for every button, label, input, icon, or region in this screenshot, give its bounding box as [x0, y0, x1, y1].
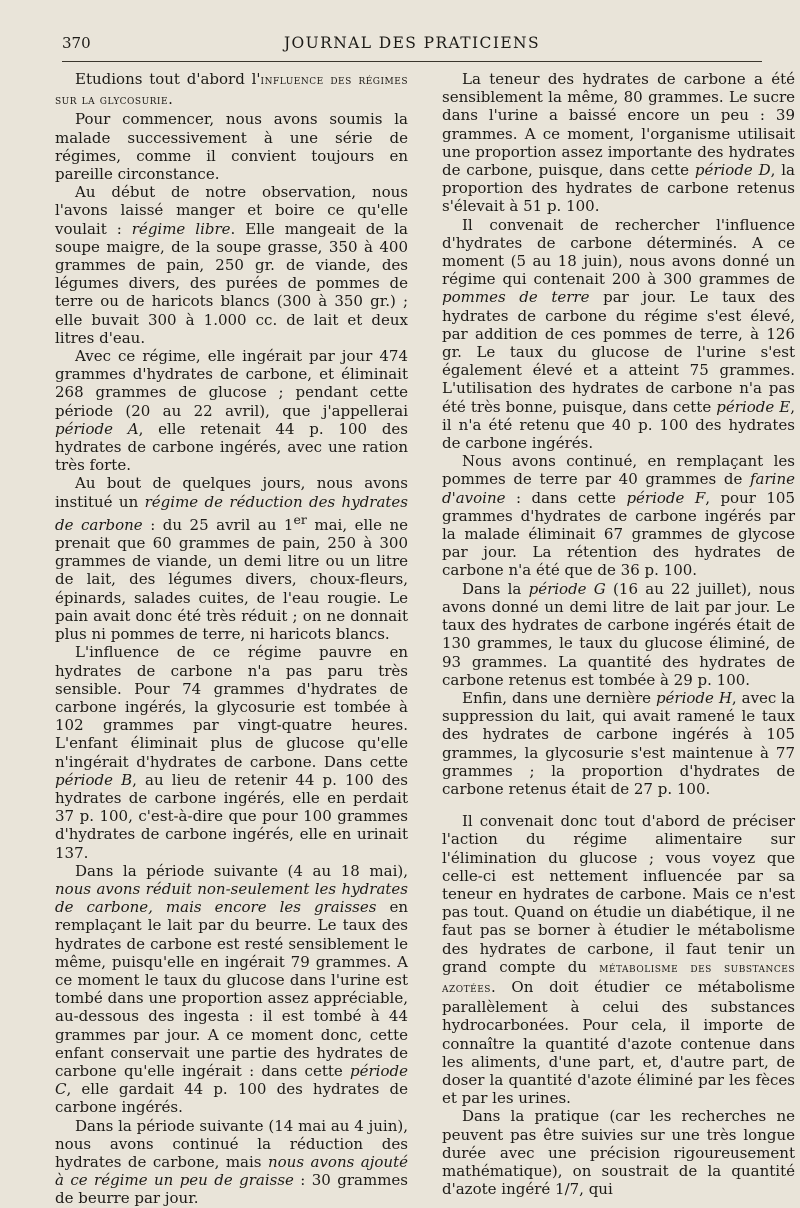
paragraph: [442, 580, 795, 689]
text-run: , il n'a été retenu que 40 p. 100 des hydrates de carbone ingérés.: [442, 397, 795, 453]
paragraph: [442, 216, 795, 453]
text-run: Enfin, dans une dernière: [462, 688, 656, 707]
italic-text: période E: [716, 397, 791, 416]
text-run: Dans la période suivante (14 mai au 4 juin), nous avons continué la réduction des hydrates de carbone, mais: [55, 1116, 408, 1171]
text-run: : dans cette: [505, 488, 627, 507]
italic-text: pommes de terre: [442, 288, 590, 307]
paragraph: [55, 70, 408, 110]
text-run: L'influence de ce régime pauvre en hydrates de carbone n'a pas paru très sensible. Pour 74 grammes d'hydrates de carbone ingérés, la glycosurie est tombée à 102 grammes par vingt-quatre heures. L'enfant éliminait plus de glucose qu'elle n'ingérait d'hydrates de carbone. Dans cette: [55, 643, 408, 771]
paragraph: [442, 689, 795, 798]
text-run: Il convenait de rechercher l'influence d'hydrates de carbone déterminés. A ce moment (5 au 18 juin), nous avons donné un régime qui contenait 200 à 300 grammes de: [442, 215, 795, 289]
small-caps-text: influence des régimes sur la glycosurie: [55, 73, 408, 109]
paragraph: [442, 1107, 795, 1198]
text-run: , la proportion des hydrates de carbone retenus s'élevait à 51 p. 100.: [442, 161, 795, 216]
italic-text: période F: [626, 488, 706, 507]
text-run: Nous avons continué, en remplaçant les pommes de terre par 40 grammes de: [442, 452, 795, 489]
italic-text: période G: [528, 579, 606, 598]
column-gutter: [425, 70, 426, 1075]
text-run: Au début de notre observation, nous l'avons laissé manger et boire ce qu'elle voulait :: [55, 183, 408, 238]
text-run: La teneur des hydrates de carbone a été sensiblement la même, 80 grammes. Le sucre dans l'urine a baissé encore un peu : 39 grammes. A ce moment, l'organisme utilisait une proportion assez importante des hydrates de carbone, puisque, dans cette: [442, 70, 795, 180]
text-run: : 30 grammes de beurre par jour.: [55, 1171, 408, 1208]
paragraph: [55, 183, 408, 347]
superscript: er: [293, 511, 307, 527]
small-caps-text: métabolisme des substances azotées: [442, 960, 795, 996]
right-column: [442, 70, 796, 1199]
text-run: Etudions tout d'abord l': [75, 70, 261, 88]
text-run: .: [168, 90, 173, 109]
text-run: , elle gardait 44 p. 100 des hydrates de carbone ingérés.: [55, 1080, 408, 1117]
text-run: Dans la: [462, 579, 529, 598]
text-run: , avec la suppression du lait, qui avait ramené le taux des hydrates de carbone ingérés à 105 grammes, la glycosurie s'est maintenue à 77 grammes ; la proportion d'hydrates de carbone retenus était de 27 p. 100.: [442, 688, 796, 798]
page-number: 370: [62, 34, 91, 52]
text-run: , pour 105 grammes d'hydrates de carbone ingérés par la malade éliminait 67 grammes de glycose par jour. La rétention des hydrates de carbone n'a été que de 36 p. 100.: [442, 488, 795, 580]
paragraph: [55, 474, 408, 643]
paragraph: [442, 812, 795, 1107]
text-run: Pour commencer, nous avons soumis la malade successivement à une série de régimes, comme il convient toujours en pareille circonstance.: [55, 110, 408, 184]
italic-text: nous avons réduit non-seulement les hydrates de carbone, mais encore les graisses: [55, 879, 408, 917]
text-run: mai, elle ne prenait que 60 grammes de pain, 250 à 300 grammes de viande, un demi litre ou un litre de lait, des légumes divers, choux-fleurs, épinards, salades cuites, de l'eau rougie. Le pain avait donc été très réduit ; on ne donnait plus ni pommes de terre, ni haricots blancs.: [55, 515, 409, 644]
text-run: Au bout de quelques jours, nous avons institué un: [55, 474, 408, 511]
italic-text: période D: [694, 161, 771, 180]
italic-text: période B: [55, 770, 133, 789]
paragraph: [55, 1117, 408, 1208]
text-run: . On doit étudier ce métabolisme parallèlement à celui des substances hydrocarbonées. Pour cela, il importe de connaître la quantité d'azote contenue dans les aliments, d'une part, et, d'autre part, de doser la quantité d'azote éliminé par les fèces et par les urines.: [442, 977, 795, 1108]
text-run: Dans la pratique (car les recherches ne peuvent pas être suivies sur une très longue durée avec une précision rigoureusement mathématique), on soustrait de la quantité d'azote ingéré 1/7, qui: [442, 1107, 795, 1199]
italic-text: nous avons ajouté à ce régime un peu de graisse: [55, 1152, 408, 1190]
italic-text: période H: [655, 688, 732, 707]
italic-text: farine d'avoine: [442, 470, 795, 507]
paragraph: [55, 643, 408, 861]
text-run: Avec ce régime, elle ingérait par jour 474 grammes d'hydrates de carbone, et éliminait 268 grammes de glucose ; pendant cette période (20 au 22 avril), que j'appellerai: [55, 347, 408, 420]
italic-text: régime libre: [131, 219, 231, 238]
text-run: par jour. Le taux des hydrates de carbone du régime s'est élevé, par addition de ces pommes de terre, à 126 gr. Le taux du glucose de l'urine s'est également élevé et a atteint 75 grammes. L'utilisation des hydrates de carbone n'a pas été très bonne, puisque, dans cette: [442, 288, 795, 416]
paragraph: [442, 452, 795, 579]
text-run: (16 au 22 juillet), nous avons donné un demi litre de lait par jour. Le taux des hydrates de carbone ingérés était de 130 grammes, le taux du glucose éliminé, de 93 grammes. La quantité des hydrates de carbone retenus est tombée à 29 p. 100.: [442, 579, 795, 689]
italic-text: période C: [55, 1061, 408, 1099]
text-run: : du 25 avril au 1: [142, 515, 294, 534]
text-run: . Elle mangeait de la soupe maigre, de la soupe grasse, 350 à 400 grammes de pain, 250 gr. de viande, des légumes divers, des purées de pommes de terre ou de haricots blancs (300 à 350 gr.) ; elle buvait 300 à 1.000 cc. de lait et deux litres d'eau.: [55, 219, 408, 347]
text-run: , elle retenait 44 p. 100 des hydrates de carbone ingérés, avec une ration très forte.: [55, 419, 409, 475]
text-columns: [55, 70, 796, 1208]
text-run: en remplaçant le lait par du beurre. Le taux des hydrates de carbone est resté sensiblement le même, puisqu'elle en ingérait 79 grammes. A ce moment le taux du glucose dans l'urine est tombé dans une proportion assez appréciable, au-dessous des ingesta : il est tombé à 44 grammes par jour. A ce moment donc, cette enfant conservait une partie des hydrates de carbone qu'elle ingérait : dans cette: [55, 898, 408, 1080]
text-run: , au lieu de retenir 44 p. 100 des hydrates de carbone ingérés, elle en perdait 37 p. 100, c'est-à-dire que pour 100 grammes d'hydrates de carbone ingérés, elle en urinait 137.: [55, 770, 408, 862]
paragraph: [442, 70, 795, 216]
text-run: Il convenait donc tout d'abord de préciser l'action du régime alimentaire sur l'élimination du glucose ; vous voyez que celle-ci est nettement influencée par sa teneur en hydrates de carbone. Mais ce n'est pas tout. Quand on étudie un diabétique, il ne faut pas se borner à étudier le métabolisme des hydrates de carbone, il faut tenir un grand compte du: [442, 812, 795, 976]
text-run: Dans la période suivante (4 au 18 mai),: [75, 861, 408, 880]
left-column: [55, 70, 409, 1208]
page-header: [62, 34, 762, 60]
italic-text: régime de réduction des hydrates de carbone: [55, 492, 408, 534]
running-title: JOURNAL DES PRATICIENS: [283, 34, 541, 52]
paragraph: [55, 110, 408, 183]
paragraph: [55, 347, 408, 474]
italic-text: période A: [55, 419, 139, 438]
paragraph: [55, 862, 408, 1117]
header-rule: [62, 61, 762, 62]
